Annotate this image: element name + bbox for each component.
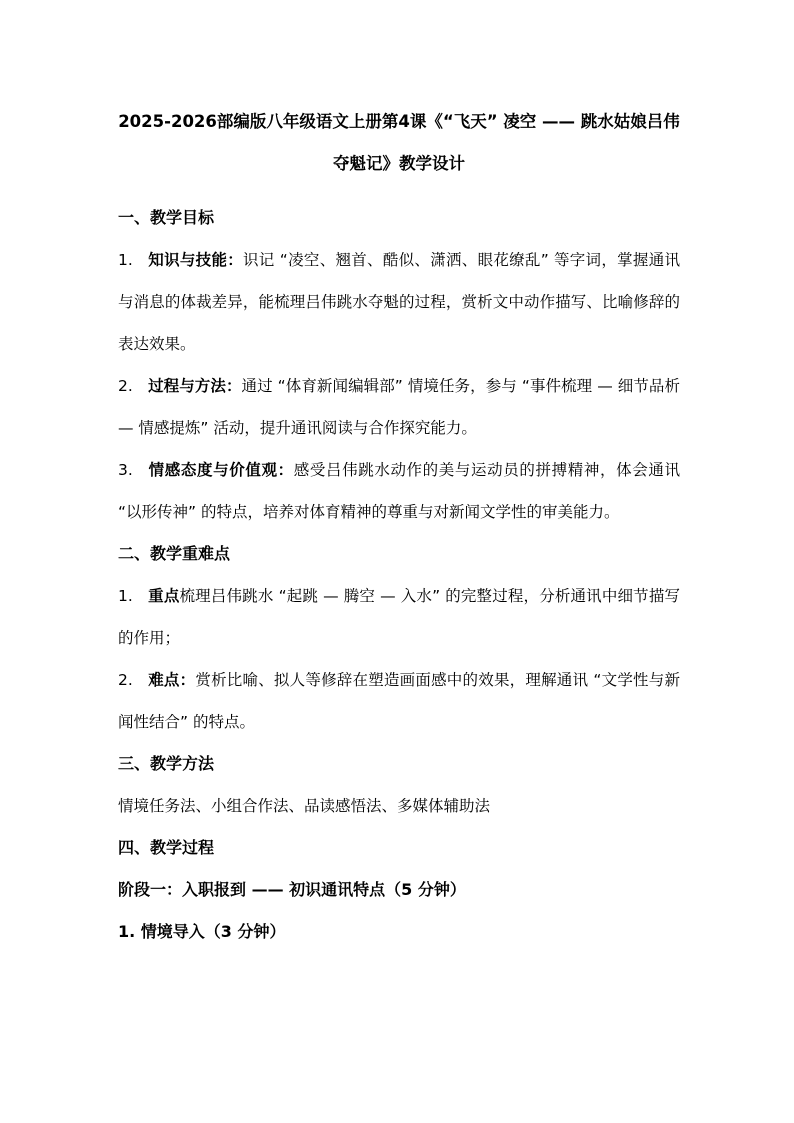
objective-item-2 (118, 365, 680, 449)
section-heading-methods: 三、教学方法 (118, 754, 215, 773)
objective-item-3 (118, 449, 680, 533)
objective-item-1 (118, 239, 680, 365)
item-label: 过程与方法： (148, 377, 242, 395)
item-number: 2. (118, 671, 133, 689)
item-label: 难点： (148, 671, 196, 689)
item-text: 通过 “体育新闻编辑部” 情境任务，参与 “事件梳理 — 细节品析 — 情感提炼” 活动，提升通讯阅读与合作探究能力。 (118, 377, 680, 437)
stage-heading: 阶段一：入职报到 —— 初识通讯特点（5 分钟） (118, 880, 466, 899)
methods-text: 情境任务法、小组合作法、品读感悟法、多媒体辅助法 (118, 797, 491, 815)
item-label: 知识与技能： (148, 251, 244, 269)
item-text: 赏析比喻、拟人等修辞在塑造画面感中的效果，理解通讯 “文学性与新闻性结合” 的特点。 (118, 671, 680, 731)
item-label: 情感态度与价值观： (148, 461, 294, 479)
key-point-item-2 (118, 659, 680, 743)
item-number: 1. (118, 587, 133, 605)
section-heading-process: 四、教学过程 (118, 838, 215, 857)
item-text: 感受吕伟跳水动作的美与运动员的拼搏精神，体会通讯 “以形传神” 的特点，培养对体育精神的尊重与对新闻文学性的审美能力。 (118, 461, 680, 521)
key-point-item-1 (118, 575, 680, 659)
document-page (118, 101, 680, 953)
item-label: 重点 (148, 587, 180, 605)
section-heading-key-points: 二、教学重难点 (118, 544, 231, 563)
step-heading: 1. 情境导入（3 分钟） (118, 922, 286, 941)
item-text: 梳理吕伟跳水 “起跳 — 腾空 — 入水” 的完整过程，分析通讯中细节描写的作用； (118, 587, 680, 647)
section-heading-objectives: 一、教学目标 (118, 208, 215, 227)
item-number: 2. (118, 377, 133, 395)
item-text: 识记 “凌空、翘首、酷似、潇洒、眼花缭乱” 等字词，掌握通讯与消息的体裁差异，能梳理吕伟跳水夺魁的过程，赏析文中动作描写、比喻修辞的表达效果。 (118, 251, 680, 353)
item-number: 1. (118, 251, 133, 269)
item-number: 3. (118, 461, 133, 479)
document-title: 2025-2026部编版八年级语文上册第4课《“飞天” 凌空 —— 跳水姑娘吕伟夺魁记》教学设计 (118, 112, 680, 173)
